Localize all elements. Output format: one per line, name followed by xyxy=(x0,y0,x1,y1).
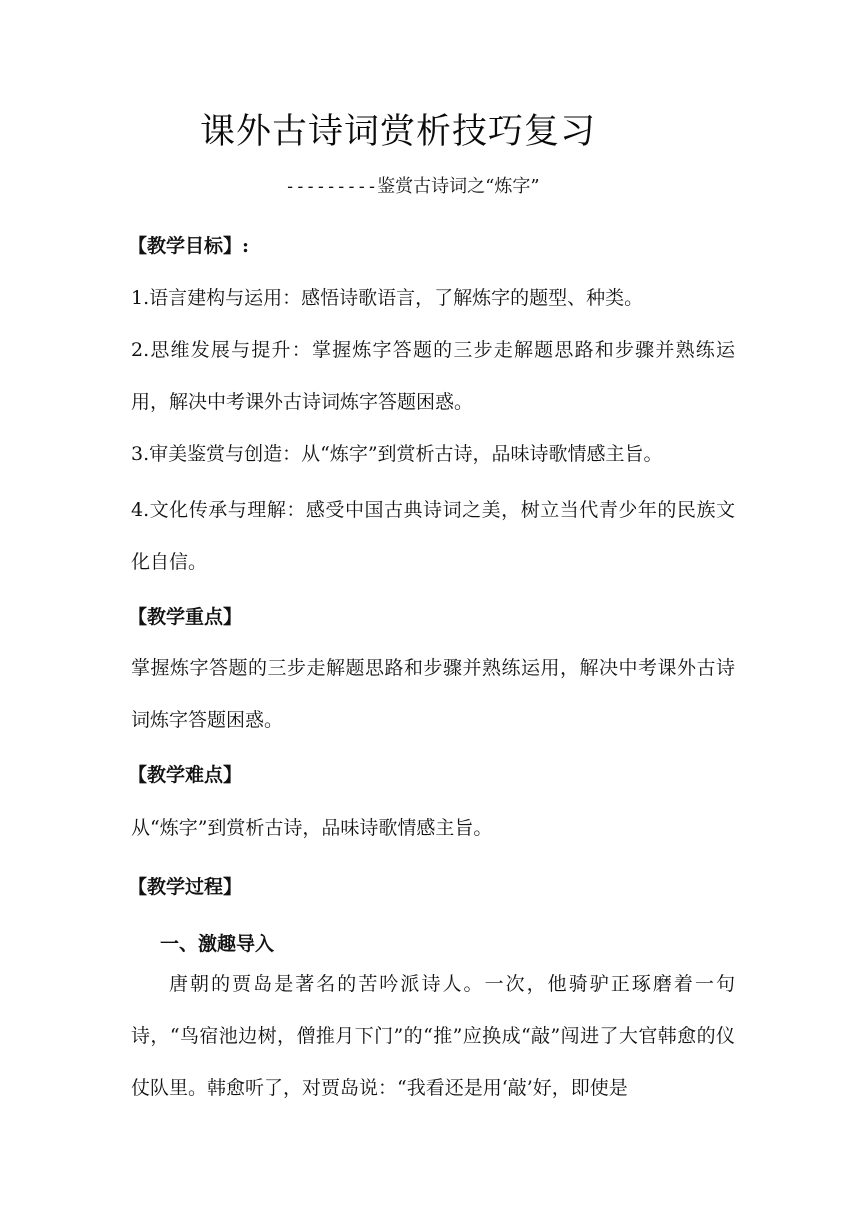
objective-item-2: 2.思维发展与提升：掌握炼字答题的三步走解题思路和步骤并熟练运用，解决中考课外古诗词炼字答题困惑。 xyxy=(131,339,735,413)
document-subtitle xyxy=(285,172,540,198)
key-point-text: 掌握炼字答题的三步走解题思路和步骤并熟练运用，解决中考课外古诗词炼字答题困惑。 xyxy=(131,657,735,731)
objective-item-1: 1.语言建构与运用：感悟诗歌语言，了解炼字的题型、种类。 xyxy=(131,287,644,309)
objective-item-3: 3.审美鉴赏与创造：从“炼字”到赏析古诗，品味诗歌情感主旨。 xyxy=(131,443,663,465)
document-title: 课外古诗词赏析技巧复习 xyxy=(200,112,597,152)
difficulty-heading: 【教学难点】 xyxy=(128,764,243,786)
subtitle-dashes: --------- xyxy=(285,177,378,197)
section-title: 一、激趣导入 xyxy=(160,933,275,955)
subtitle-text: 鉴赏古诗词之“炼字” xyxy=(377,176,540,197)
difficulty-text: 从“炼字”到赏析古诗，品味诗歌情感主旨。 xyxy=(131,817,493,839)
objectives-heading: 【教学目标】: xyxy=(128,235,250,257)
key-point-heading: 【教学重点】 xyxy=(128,606,243,628)
process-heading: 【教学过程】 xyxy=(128,876,243,898)
objective-item-4: 4.文化传承与理解：感受中国古典诗词之美，树立当代青少年的民族文化自信。 xyxy=(131,499,735,573)
section-paragraph: 唐朝的贾岛是著名的苦吟派诗人。一次，他骑驴正琢磨着一句诗，“鸟宿池边树，僧推月下门”的“推”应换成“敲”闯进了大官韩愈的仪仗队里。韩愈听了，对贾岛说：“我看还是用‘敲’好，即使是 xyxy=(131,973,735,1099)
